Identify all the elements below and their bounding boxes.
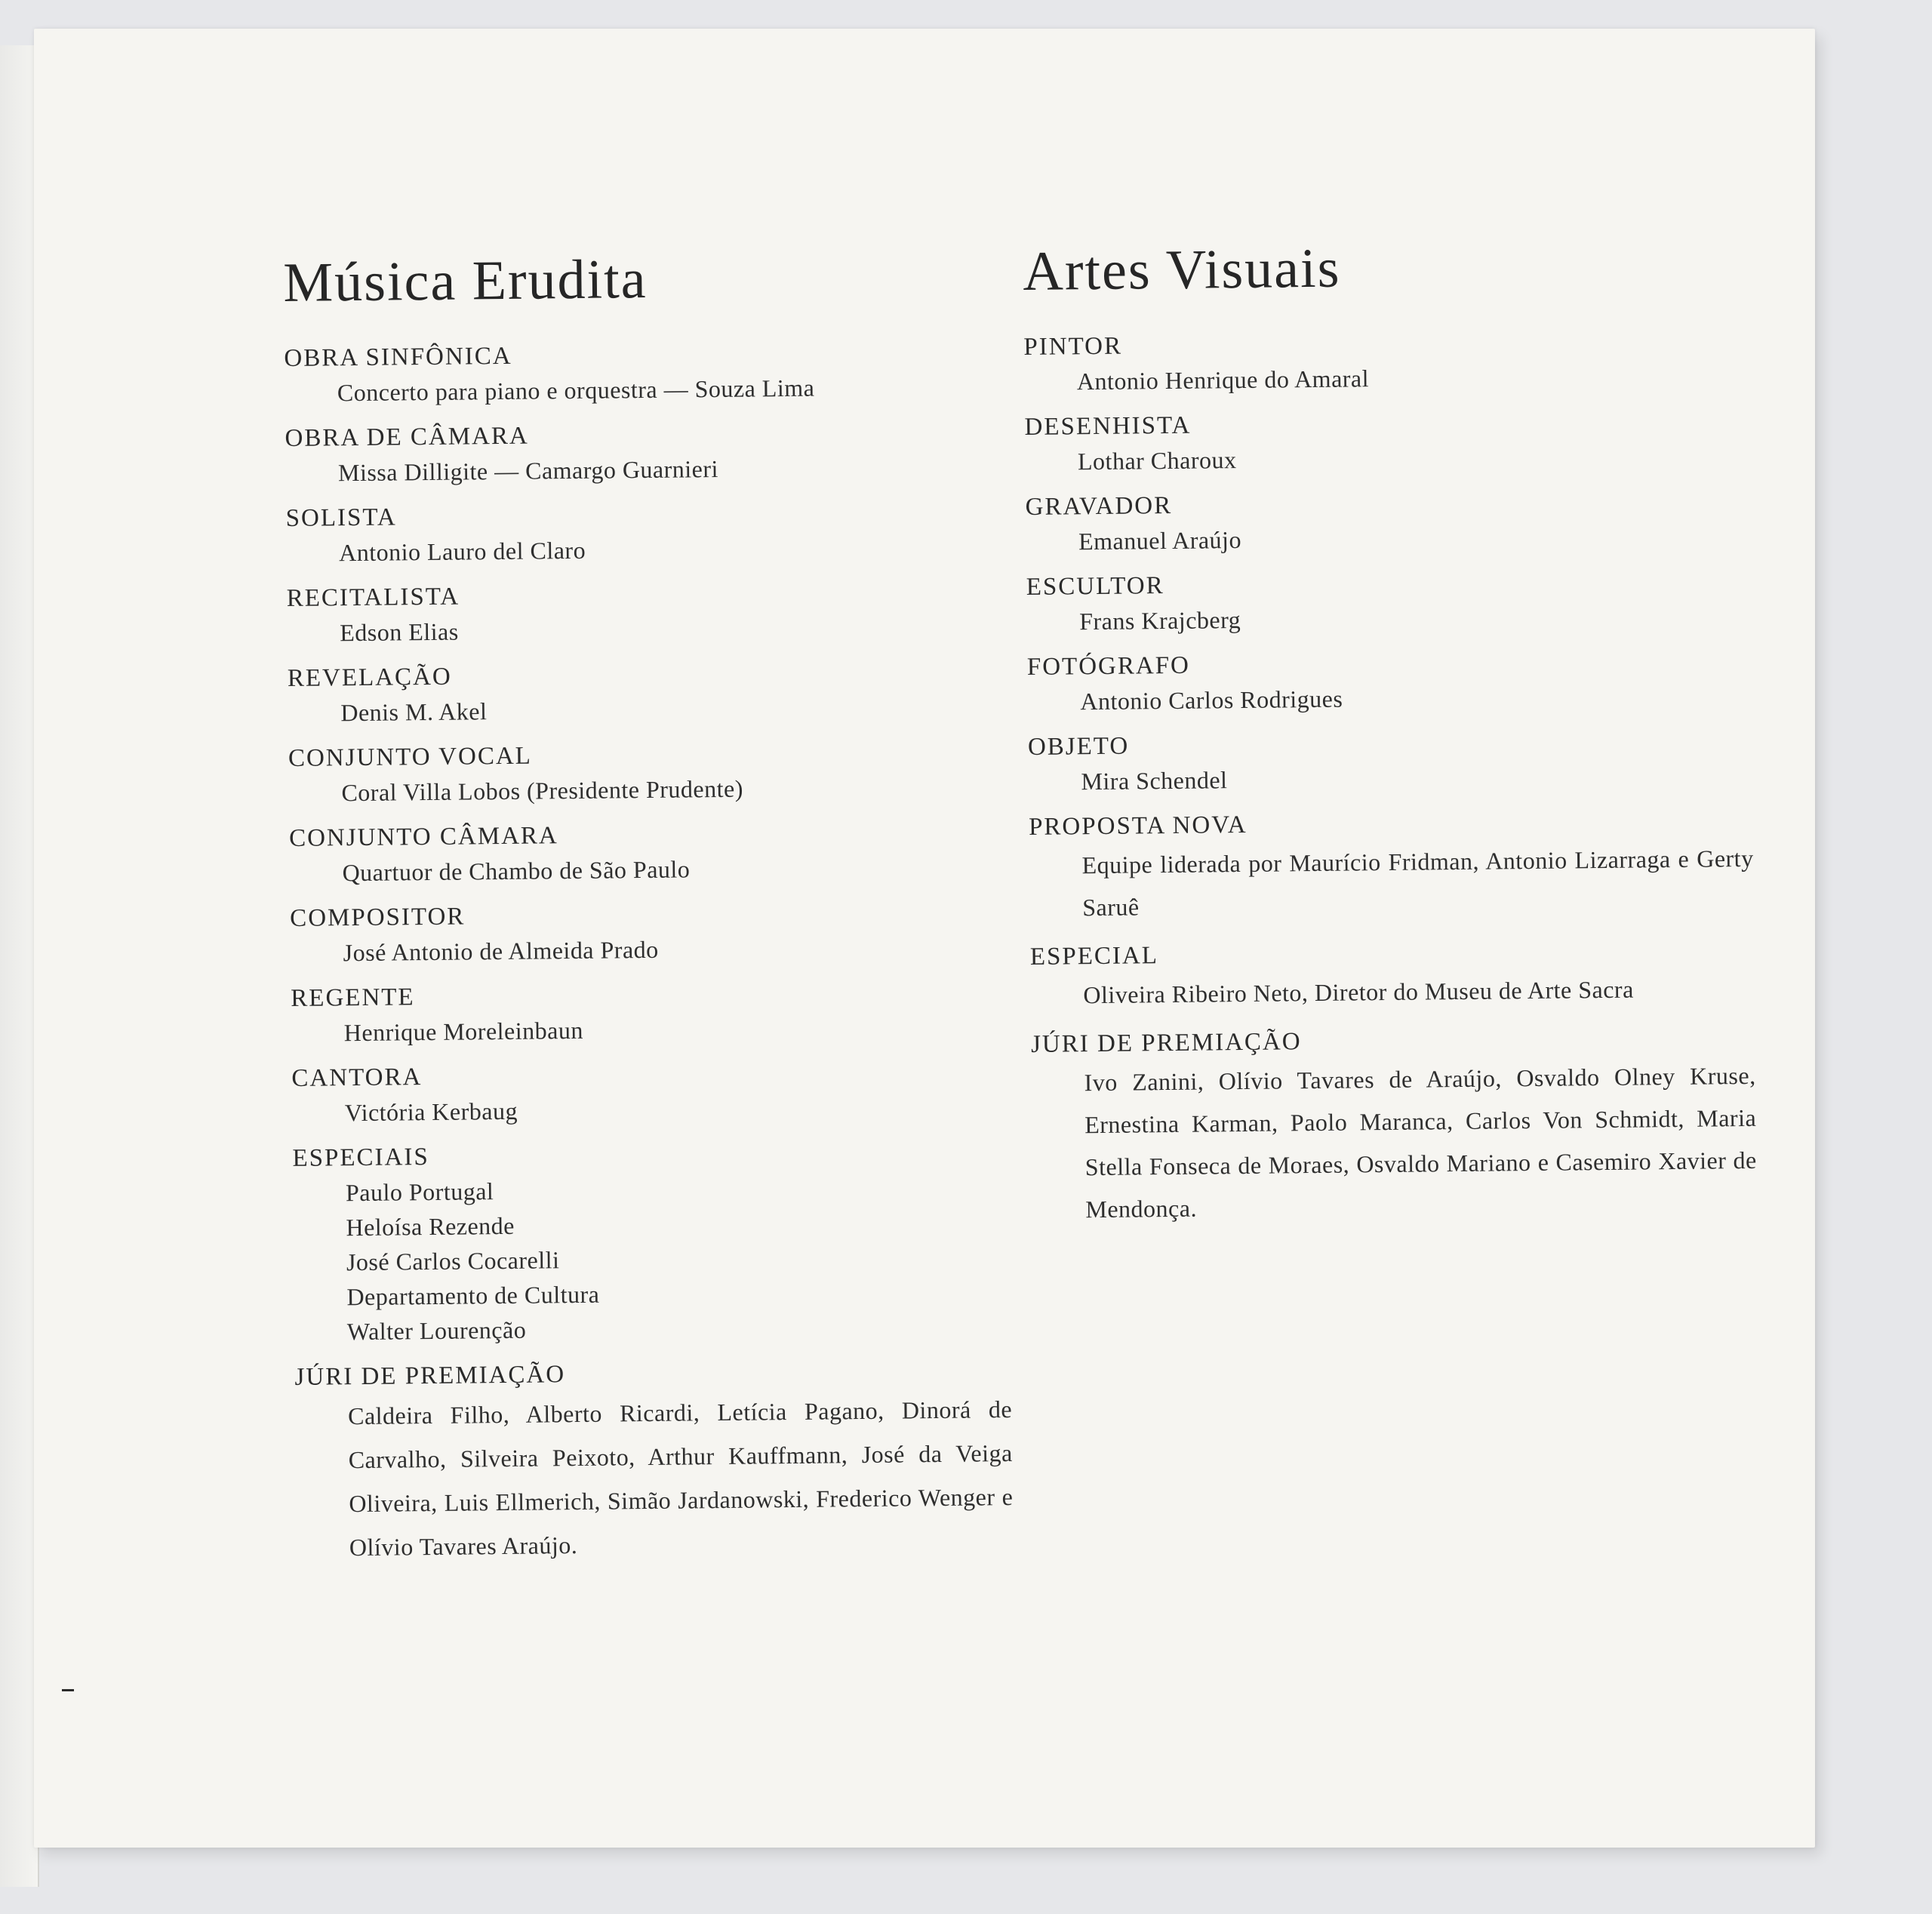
value-list: [1025, 437, 1749, 479]
value-item: Quartuor de Chambo de São Paulo: [342, 855, 691, 887]
entry-solista: [285, 494, 1003, 571]
category-label: OBJETO: [1027, 732, 1130, 761]
value-list: [289, 848, 1006, 891]
category-label: ESPECIAL: [1029, 942, 1159, 971]
value-list: [1031, 1054, 1757, 1231]
value-list: [288, 768, 1005, 811]
musica-erudita-column: [283, 248, 1014, 1580]
category-label: OBRA DE CÂMARA: [285, 422, 529, 452]
entry-obra-sinfonica: [284, 334, 1001, 411]
category-label: CONJUNTO VOCAL: [288, 742, 533, 772]
entry-juri-de-premiacao: [294, 1352, 1014, 1570]
category-label: CANTORA: [291, 1063, 423, 1092]
value-item: Antonio Henrique do Amaral: [1076, 365, 1370, 395]
category-label: OBRA SINFÔNICA: [284, 342, 512, 372]
value-list: [1024, 357, 1749, 399]
value-list: [292, 1088, 1009, 1131]
value-item: Mira Schendel: [1081, 766, 1228, 795]
artes-visuais-title: Artes Visuais: [1022, 237, 1341, 303]
value-item: Coral Villa Lobos (Presidente Prudente): [341, 774, 744, 807]
value-list: [1027, 677, 1752, 719]
entry-conjunto-camara: [289, 814, 1007, 891]
value-item: Victória Kerbaug: [344, 1097, 518, 1127]
entry-desenhista: [1024, 402, 1749, 479]
category-label: DESENHISTA: [1024, 411, 1192, 441]
value-list: [1030, 967, 1755, 1017]
entry-revelacao: [288, 654, 1005, 731]
category-label: JÚRI DE PREMIAÇÃO: [294, 1361, 566, 1391]
entry-objeto: [1028, 722, 1753, 799]
category-label: PINTOR: [1023, 332, 1123, 361]
value-list: [287, 608, 1004, 651]
value-item: Antonio Lauro del Claro: [338, 536, 586, 567]
value-item: José Carlos Cocarelli: [346, 1246, 560, 1276]
entry-juri-de-premiacao: [1031, 1020, 1758, 1231]
entry-escultor: [1026, 562, 1752, 639]
entry-cantora: [291, 1054, 1009, 1131]
document-page: [34, 29, 1815, 1848]
category-label: GRAVADOR: [1025, 491, 1173, 521]
value-list: [285, 368, 1001, 411]
value-item: Henrique Moreleinbaun: [343, 1016, 584, 1047]
entry-pintor: [1023, 322, 1749, 399]
value-list: [285, 448, 1002, 491]
value-paragraph: Ivo Zanini, Olívio Tavares de Araújo, Osvaldo Olney Kruse, Ernestina Karman, Paolo Maranca, Carlos Von Schmidt, Maria Stella Fonseca de Moraes, Osvaldo Mariano e Casemiro Xavier de Mendonça.: [1084, 1061, 1757, 1223]
value-item: Lothar Charoux: [1077, 446, 1237, 475]
category-label: CONJUNTO CÂMARA: [288, 822, 558, 852]
category-label: FOTÓGRAFO: [1026, 651, 1191, 681]
value-item: Heloísa Rezende: [346, 1211, 515, 1242]
value-item: José Antonio de Almeida Prado: [343, 935, 659, 967]
artes-visuais-column: [1023, 236, 1758, 1242]
category-label: JÚRI DE PREMIAÇÃO: [1030, 1028, 1302, 1058]
musica-erudita-title: Música Erudita: [282, 248, 648, 314]
category-label: REGENTE: [291, 983, 415, 1012]
category-label: RECITALISTA: [286, 583, 460, 612]
value-paragraph: Caldeira Filho, Alberto Ricardi, Letícia Pagano, Dinorá de Carvalho, Silveira Peixoto, Arthur Kauffmann, José da Veiga Oliveira, Luis Ellmerich, Simão Jardanowski, Frederico Wenger e Olívio Tavares Araújo.: [347, 1395, 1014, 1562]
page-edge-mark: [62, 1689, 74, 1691]
category-label: ESPECIAIS: [292, 1143, 429, 1172]
category-label: REVELAÇÃO: [287, 663, 452, 692]
category-label: ESCULTOR: [1026, 572, 1164, 601]
value-item: Walter Lourenção: [346, 1315, 527, 1346]
value-list: [286, 528, 1003, 571]
category-label: SOLISTA: [285, 503, 397, 532]
entry-proposta-nova: [1029, 802, 1755, 929]
entry-gravador: [1025, 482, 1750, 559]
value-item: Departamento de Cultura: [346, 1280, 600, 1311]
entry-recitalista: [287, 574, 1004, 651]
value-item: Concerto para piano e orquestra — Souza Lima: [337, 374, 815, 407]
value-list: [290, 928, 1007, 971]
value-list: [288, 688, 1004, 731]
value-paragraph: Equipe liderada por Maurício Fridman, Antonio Lizarraga e Gerty Saruê: [1081, 844, 1754, 922]
value-list: [1028, 757, 1752, 799]
entry-especial: [1030, 932, 1755, 1017]
entry-conjunto-vocal: [288, 734, 1006, 811]
value-list: [1026, 597, 1751, 639]
value-item: Frans Krajcberg: [1079, 606, 1241, 635]
value-item: Paulo Portugal: [345, 1177, 494, 1207]
value-item: Missa Dilligite — Camargo Guarnieri: [337, 454, 719, 487]
value-item: Emanuel Araújo: [1078, 525, 1242, 555]
value-paragraph: Oliveira Ribeiro Neto, Diretor do Museu de Arte Sacra: [1083, 975, 1634, 1009]
value-item: Antonio Carlos Rodrigues: [1080, 685, 1343, 715]
value-list: [1026, 517, 1750, 559]
value-list: [1029, 837, 1754, 929]
entry-fotografo: [1027, 642, 1752, 719]
value-list: [295, 1387, 1014, 1570]
entry-compositor: [290, 894, 1008, 971]
value-item: Denis M. Akel: [340, 697, 488, 727]
entry-obra-de-camara: [285, 414, 1002, 491]
entry-regente: [291, 974, 1008, 1051]
value-item: Edson Elias: [340, 617, 459, 647]
value-list: [293, 1168, 1011, 1349]
value-list: [291, 1008, 1008, 1051]
entry-especiais: [292, 1134, 1011, 1349]
category-label: COMPOSITOR: [290, 903, 466, 932]
category-label: PROPOSTA NOVA: [1028, 811, 1247, 841]
